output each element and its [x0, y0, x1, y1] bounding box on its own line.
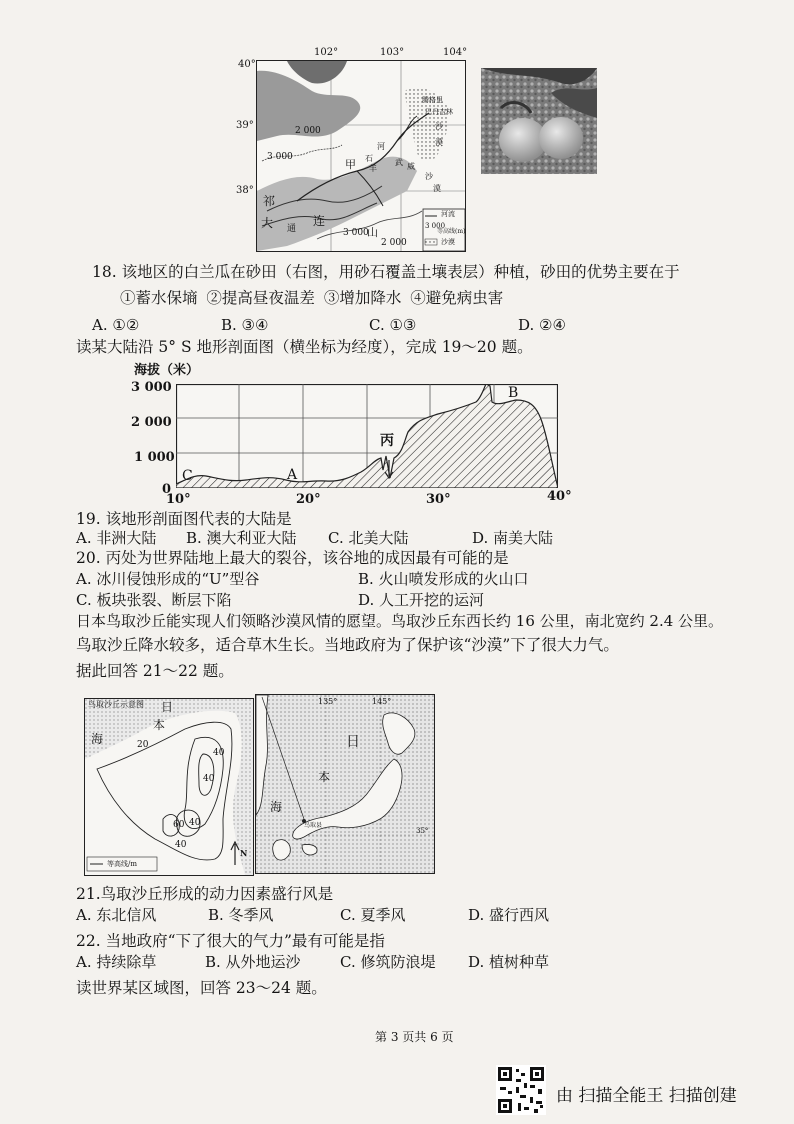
- lat-label: 39°: [236, 120, 254, 131]
- place-label: 威: [407, 162, 415, 171]
- intro-19-20: 读某大陆沿 5° S 地形剖面图（横坐标为经度），完成 19～20 题。: [76, 338, 533, 356]
- q21-option-a[interactable]: A. 东北信风: [76, 906, 157, 924]
- q22-option-a[interactable]: A. 持续除草: [76, 953, 157, 971]
- dune-contour-label: 40: [189, 818, 201, 828]
- profile-point-b: B: [508, 385, 519, 401]
- hexi-map: [256, 60, 466, 252]
- profile-y-tick: 1 000: [134, 450, 175, 465]
- melon-photo: [481, 68, 597, 174]
- profile-y-tick: 0: [162, 482, 172, 497]
- profile-point-a: A: [287, 467, 298, 483]
- q19-stem: 19. 该地形剖面图代表的大陆是: [76, 510, 292, 528]
- place-label: 石: [365, 154, 373, 163]
- dune-contour-label: 40: [213, 748, 225, 758]
- profile-x-tick: 30°: [426, 492, 451, 507]
- q18-stem: 18. 该地区的白兰瓜在砂田（右图，用砂石覆盖土壤表层）种植，砂田的优势主要在于: [92, 263, 680, 281]
- dune-sea-label: 日: [161, 700, 174, 714]
- lon-label: 104°: [443, 47, 468, 58]
- profile-x-tick: 20°: [296, 492, 321, 507]
- contour-label: 3 000: [343, 228, 369, 238]
- tottori-dune-drawing: [85, 699, 253, 875]
- q22-option-c[interactable]: C. 修筑防浪堤: [340, 953, 436, 971]
- place-label: 山: [367, 226, 378, 239]
- q18-option-a[interactable]: A. ①②: [92, 316, 140, 334]
- dune-map-title: 鸟取沙丘示意图: [88, 700, 144, 709]
- dune-contour-label: 40: [175, 840, 187, 850]
- q21-option-b[interactable]: B. 冬季风: [208, 906, 274, 924]
- place-label: 巴丹吉林: [425, 108, 453, 116]
- legend-label: 河流: [441, 210, 455, 218]
- place-label: 通: [287, 224, 297, 234]
- melon-photo-drawing: [481, 68, 597, 174]
- japan-lon-label: 145°: [372, 697, 392, 706]
- japan-locator-map: [255, 694, 435, 874]
- lat-label: 40°: [238, 59, 256, 70]
- profile-x-tick: 10°: [166, 492, 191, 507]
- q18-option-d[interactable]: D. ②④: [518, 316, 566, 334]
- tottori-dune-map: [84, 698, 254, 876]
- place-label: 河: [377, 142, 385, 151]
- contour-label: 3 000: [267, 152, 293, 162]
- dune-contour-label: 20: [137, 740, 149, 750]
- passage-line-2: 鸟取沙丘降水较多，适合草木生长。当地政府为了保护该“沙漠”下了很大力气。: [76, 636, 619, 654]
- q22-option-d[interactable]: D. 植树种草: [468, 953, 550, 971]
- q18-option-c[interactable]: C. ①③: [369, 316, 417, 334]
- contour-label: 2 000: [381, 238, 407, 248]
- profile-y-tick: 3 000: [131, 380, 172, 395]
- profile-point-c: C: [182, 468, 193, 484]
- profile-chart: [176, 384, 558, 488]
- dune-contour-label: 60: [173, 820, 185, 830]
- scanner-watermark: 由 扫描全能王 扫描创建: [556, 1086, 737, 1106]
- place-label: 羊: [369, 164, 377, 173]
- dune-sea-label: 本: [153, 718, 166, 732]
- q18-items: ①蓄水保墒 ②提高昼夜温差 ③增加降水 ④避免病虫害: [120, 289, 504, 307]
- profile-y-tick: 2 000: [131, 415, 172, 430]
- q20-option-a[interactable]: A. 冰川侵蚀形成的“U”型谷: [76, 570, 260, 588]
- profile-x-tick: 40°: [547, 489, 572, 504]
- q20-option-b[interactable]: B. 火山喷发形成的火山口: [358, 570, 529, 588]
- lon-label: 102°: [314, 47, 339, 58]
- q20-stem: 20. 丙处为世界陆地上最大的裂谷，该谷地的成因最有可能的是: [76, 549, 509, 567]
- japan-lon-label: 135°: [318, 697, 338, 706]
- tottori-city-label: 鸟取县: [304, 822, 323, 829]
- place-label: 腾格里: [422, 96, 443, 104]
- place-label: 连: [313, 214, 326, 228]
- profile-point-bing: 丙: [380, 433, 394, 449]
- dune-legend-label: 等高线/m: [107, 860, 137, 868]
- place-label: 漠: [433, 184, 441, 193]
- japan-sea-label: 日: [346, 734, 360, 750]
- q20-option-d[interactable]: D. 人工开挖的运河: [358, 591, 485, 609]
- page-number: 第 3 页共 6 页: [375, 1030, 454, 1044]
- q21-option-d[interactable]: D. 盛行西风: [468, 906, 550, 924]
- q21-stem: 21.鸟取沙丘形成的动力因素盛行风是: [76, 885, 334, 903]
- place-label: 沙: [435, 122, 443, 131]
- place-label: 大: [261, 216, 274, 230]
- place-label: 武: [395, 158, 403, 167]
- profile-y-title: 海拔（米）: [134, 363, 200, 378]
- lon-label: 103°: [380, 47, 405, 58]
- dune-contour-label: 40: [203, 774, 215, 784]
- q20-option-c[interactable]: C. 板块张裂、断层下陷: [76, 591, 232, 609]
- legend-label: 沙漠: [441, 238, 455, 246]
- legend-label: 等高线(m): [437, 228, 466, 235]
- place-label: 漠: [435, 138, 443, 147]
- dune-sea-label: 海: [91, 732, 104, 746]
- place-label: 甲: [345, 158, 356, 171]
- q22-stem: 22. 当地政府“下了很大的气力”最有可能是指: [76, 932, 385, 950]
- japan-locator-drawing: [256, 695, 434, 873]
- q19-option-a[interactable]: A. 非洲大陆: [76, 529, 157, 547]
- japan-sea-label: 本: [318, 770, 331, 784]
- lat-label: 38°: [236, 185, 254, 196]
- q19-option-c[interactable]: C. 北美大陆: [328, 529, 409, 547]
- profile-chart-drawing: [176, 384, 558, 488]
- contour-label: 2 000: [295, 126, 321, 136]
- japan-lat-label: 35°: [416, 827, 429, 835]
- qr-code[interactable]: [496, 1065, 546, 1115]
- intro-23-24: 读世界某区域图，回答 23～24 题。: [76, 979, 327, 997]
- japan-sea-label: 海: [270, 800, 283, 814]
- north-arrow-label: N: [240, 848, 248, 858]
- q19-option-b[interactable]: B. 澳大利亚大陆: [186, 529, 297, 547]
- place-label: 沙: [425, 172, 433, 181]
- q19-option-d[interactable]: D. 南美大陆: [472, 529, 554, 547]
- passage-line-3: 据此回答 21～22 题。: [76, 662, 234, 680]
- place-label: 祁: [263, 194, 276, 208]
- passage-line-1: 日本鸟取沙丘能实现人们领略沙漠风情的愿望。鸟取沙丘东西长约 16 公里，南北宽约 2.4 公里。: [76, 612, 724, 630]
- q21-option-c[interactable]: C. 夏季风: [340, 906, 406, 924]
- q22-option-b[interactable]: B. 从外地运沙: [205, 953, 301, 971]
- qr-code-drawing: [496, 1065, 546, 1115]
- q18-option-b[interactable]: B. ③④: [221, 316, 269, 334]
- legend-value: 3 000: [425, 222, 446, 230]
